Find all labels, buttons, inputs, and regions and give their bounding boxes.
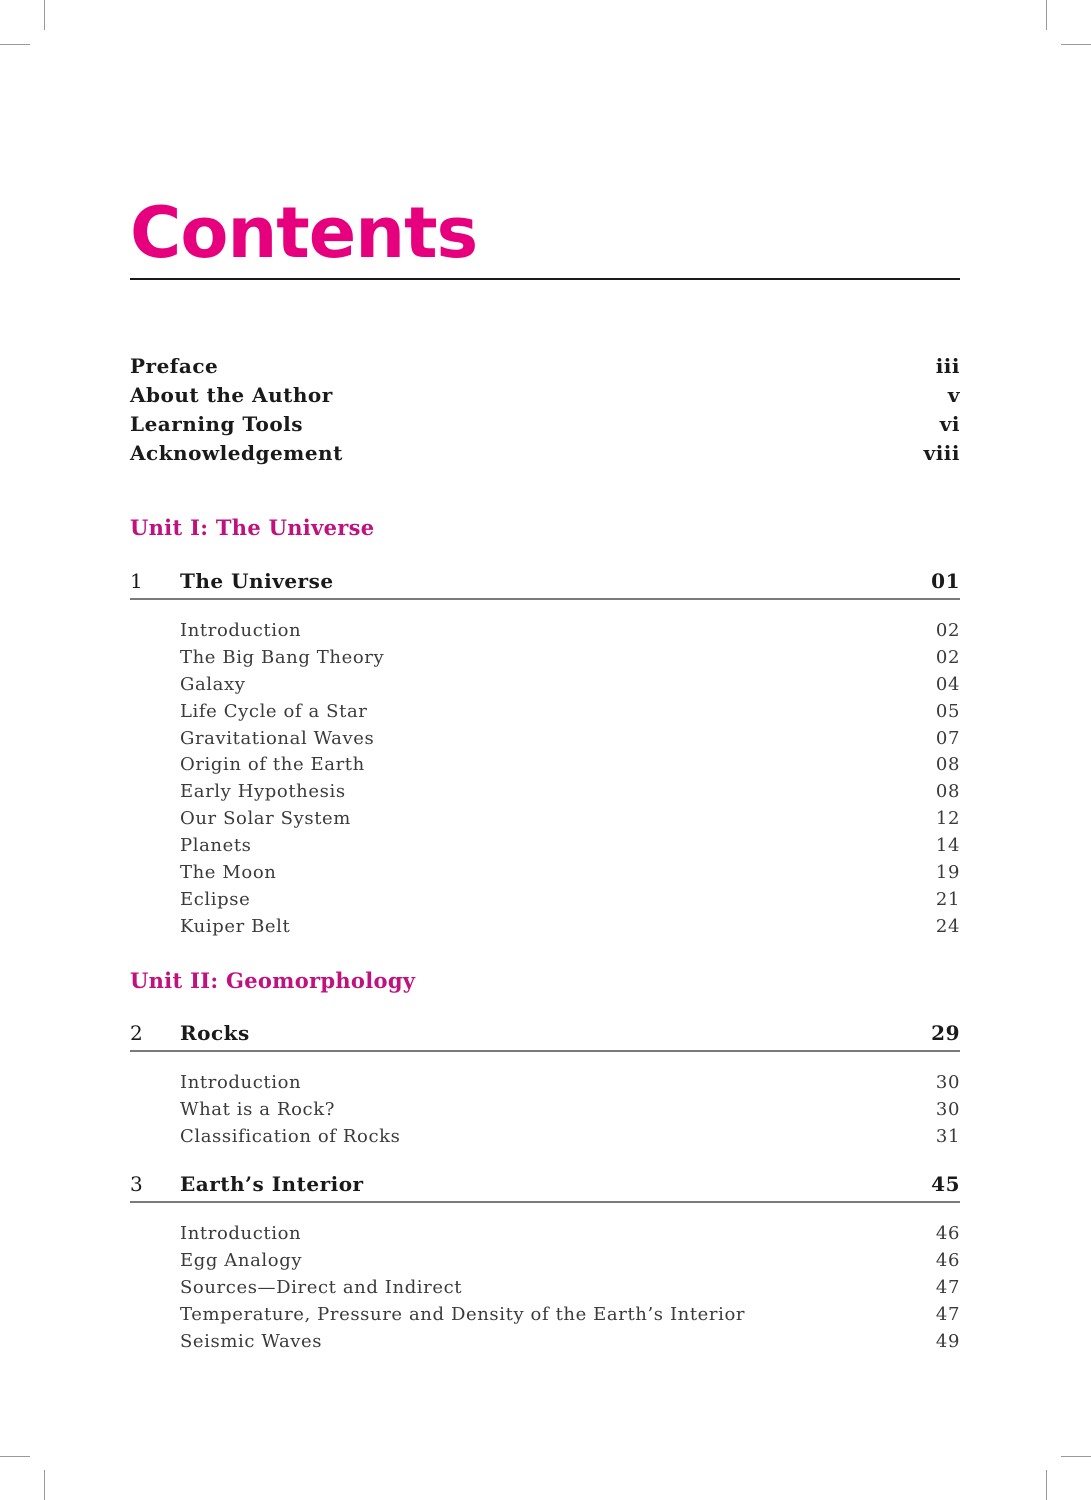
section-page: 07 <box>935 727 960 749</box>
unit-heading: Unit I: The Universe <box>130 515 375 540</box>
section-page: 46 <box>935 1249 960 1271</box>
section-page: 02 <box>935 646 960 668</box>
section-title: Sources—Direct and Indirect <box>180 1276 463 1298</box>
section-page: 47 <box>935 1303 960 1325</box>
chapter-title: Rocks <box>180 1021 250 1045</box>
section-item[interactable] <box>130 887 960 914</box>
front-matter-page: viii <box>923 441 960 465</box>
chapter-heading[interactable] <box>130 569 960 600</box>
section-title: Kuiper Belt <box>180 915 291 937</box>
section-title: The Moon <box>180 862 277 884</box>
front-matter-label: Acknowledgement <box>130 441 343 465</box>
section-item[interactable] <box>130 1124 960 1151</box>
section-title: The Big Bang Theory <box>180 646 385 668</box>
section-title: Classification of Rocks <box>180 1125 401 1147</box>
chapter-page: 01 <box>931 569 960 593</box>
crop-mark <box>0 1456 30 1457</box>
section-title: Introduction <box>180 620 302 641</box>
section-title: Early Hypothesis <box>180 781 346 803</box>
crop-mark <box>44 0 45 30</box>
section-item[interactable] <box>130 833 960 860</box>
section-item[interactable] <box>130 699 960 726</box>
front-matter-label: Preface <box>130 354 219 378</box>
section-page: 30 <box>935 1072 960 1093</box>
front-matter-item[interactable] <box>130 352 960 381</box>
front-matter-page: v <box>947 383 960 407</box>
section-item[interactable] <box>130 1248 960 1275</box>
section-item[interactable] <box>130 914 960 941</box>
section-title: Seismic Waves <box>180 1330 323 1352</box>
chapter-heading[interactable] <box>130 1021 960 1052</box>
chapter-page: 29 <box>931 1021 960 1045</box>
section-item[interactable] <box>130 618 960 645</box>
section-title: What is a Rock? <box>180 1098 335 1120</box>
section-item[interactable] <box>130 1097 960 1124</box>
crop-mark <box>44 1470 45 1500</box>
unit-heading: Unit II: Geomorphology <box>130 968 416 993</box>
section-page: 46 <box>935 1223 960 1244</box>
section-title: Life Cycle of a Star <box>180 700 368 722</box>
section-page: 24 <box>935 915 960 937</box>
front-matter-label: Learning Tools <box>130 412 304 436</box>
page-title: Contents <box>130 192 478 274</box>
front-matter-item[interactable] <box>130 439 960 468</box>
chapter-number: 3 <box>130 1172 144 1196</box>
section-title: Temperature, Pressure and Density of the Earth’s Interior <box>180 1303 746 1325</box>
front-matter-item[interactable] <box>130 410 960 439</box>
section-list <box>130 1052 960 1151</box>
section-page: 02 <box>935 620 960 641</box>
chapter-1 <box>130 569 960 941</box>
section-title: Our Solar System <box>180 808 351 830</box>
chapter-title: The Universe <box>180 569 334 593</box>
section-title: Egg Analogy <box>180 1249 303 1271</box>
front-matter-item[interactable] <box>130 381 960 410</box>
front-matter-label: About the Author <box>130 383 333 407</box>
section-item[interactable] <box>130 645 960 672</box>
crop-mark <box>1061 44 1091 45</box>
section-item[interactable] <box>130 752 960 779</box>
section-item[interactable] <box>130 1302 960 1329</box>
section-page: 49 <box>935 1330 960 1352</box>
chapter-number: 1 <box>130 569 144 593</box>
section-item[interactable] <box>130 1070 960 1097</box>
crop-mark <box>0 44 30 45</box>
front-matter-page: iii <box>935 354 960 378</box>
section-page: 21 <box>935 888 960 910</box>
section-item[interactable] <box>130 1329 960 1356</box>
section-title: Introduction <box>180 1223 302 1244</box>
front-matter-page: vi <box>939 412 960 436</box>
section-title: Galaxy <box>180 673 246 695</box>
section-page: 14 <box>935 835 960 857</box>
chapter-page: 45 <box>931 1172 960 1196</box>
section-page: 30 <box>935 1098 960 1120</box>
section-page: 08 <box>935 754 960 776</box>
crop-mark <box>1046 0 1047 30</box>
section-title: Planets <box>180 835 252 857</box>
section-page: 04 <box>935 673 960 695</box>
section-item[interactable] <box>130 726 960 753</box>
section-list <box>130 1203 960 1355</box>
section-page: 47 <box>935 1276 960 1298</box>
crop-mark <box>1046 1470 1047 1500</box>
section-title: Gravitational Waves <box>180 727 375 749</box>
title-rule <box>130 278 960 280</box>
chapter-3 <box>130 1172 960 1355</box>
section-title: Origin of the Earth <box>180 754 365 776</box>
section-page: 05 <box>935 700 960 722</box>
front-matter-list <box>130 352 960 468</box>
section-page: 12 <box>935 808 960 830</box>
section-item[interactable] <box>130 672 960 699</box>
chapter-2 <box>130 1021 960 1151</box>
section-page: 31 <box>935 1125 960 1147</box>
section-item[interactable] <box>130 1275 960 1302</box>
section-item[interactable] <box>130 806 960 833</box>
chapter-number: 2 <box>130 1021 144 1045</box>
section-page: 19 <box>935 862 960 884</box>
crop-mark <box>1061 1456 1091 1457</box>
section-title: Introduction <box>180 1072 302 1093</box>
chapter-heading[interactable] <box>130 1172 960 1203</box>
section-list <box>130 600 960 941</box>
section-page: 08 <box>935 781 960 803</box>
section-title: Eclipse <box>180 888 251 910</box>
section-item[interactable] <box>130 1221 960 1248</box>
section-item[interactable] <box>130 860 960 887</box>
chapter-title: Earth’s Interior <box>180 1172 364 1196</box>
section-item[interactable] <box>130 779 960 806</box>
